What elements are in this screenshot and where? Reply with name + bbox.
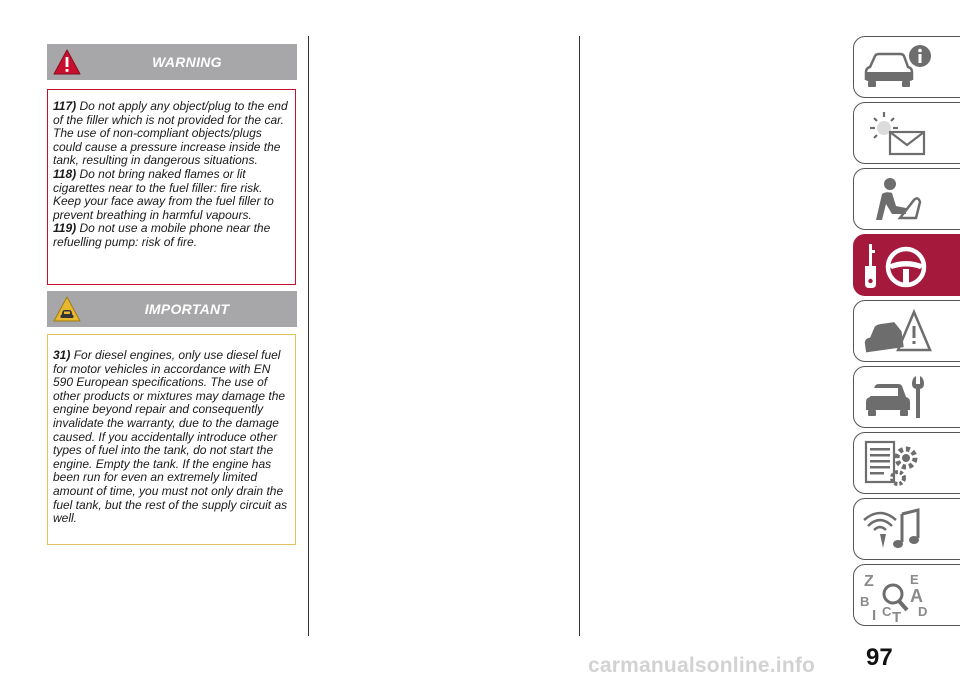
- multimedia-icon: [860, 504, 932, 556]
- tab-emergency[interactable]: [853, 300, 960, 362]
- tab-technical-data[interactable]: [853, 432, 960, 494]
- page-number: 97: [866, 644, 893, 671]
- important-title: IMPORTANT: [144, 301, 230, 317]
- tab-index[interactable]: [853, 564, 960, 626]
- warning-item-number: 119): [53, 221, 77, 236]
- index-letter: D: [918, 604, 928, 619]
- column-divider-left: [308, 36, 309, 636]
- key-steering-wheel-icon: [860, 240, 932, 292]
- important-text: [48, 335, 295, 526]
- index-letter: I: [872, 607, 877, 622]
- warning-item-number: 118): [53, 166, 77, 181]
- index-letter: B: [860, 594, 870, 609]
- car-service-icon: [860, 372, 932, 424]
- warning-text: [48, 90, 295, 250]
- tab-starting-driving[interactable]: [853, 234, 960, 296]
- tab-multimedia[interactable]: [853, 498, 960, 560]
- warning-lights-icon: [860, 108, 932, 160]
- tab-car-info[interactable]: [853, 36, 960, 98]
- warning-item-text: Do not apply any object/plug to the end of the filler which is not provided for the car. The use of non-compliant objects/plugs could cause a pressure increase inside the tank, resulting in dangerous situations.: [53, 99, 288, 168]
- index-letter: T: [892, 609, 902, 622]
- tab-servicing[interactable]: [853, 366, 960, 428]
- warning-box: [47, 89, 296, 285]
- important-box: [47, 334, 296, 545]
- watermark: carmanualsonline.info: [588, 654, 816, 677]
- warning-item-text: Do not use a mobile phone near the refuelling pump: risk of fire.: [53, 221, 271, 249]
- warning-item-number: 117): [53, 99, 77, 113]
- important-header: [47, 291, 297, 327]
- tab-warning-lights[interactable]: [853, 102, 960, 164]
- technical-data-icon: [860, 438, 932, 490]
- column-divider-right: [579, 36, 580, 636]
- index-letter: A: [910, 586, 923, 606]
- alphabetical-index-icon: [860, 570, 932, 622]
- accident-icon: [860, 306, 932, 358]
- warning-item-text: Do not bring naked flames or lit cigarettes near to the fuel filler: fire risk. Keep your face away from the fuel filler to prevent breathing in harmful vapours.: [53, 166, 274, 222]
- index-letter: C: [882, 604, 892, 619]
- safety-seat-icon: [860, 174, 932, 226]
- tab-safety[interactable]: [853, 168, 960, 230]
- index-letter: Z: [864, 573, 874, 590]
- warning-title: WARNING: [152, 54, 222, 70]
- important-item-text: For diesel engines, only use diesel fuel for motor vehicles in accordance with EN 590 European specifications. The use of other products or mixtures may damage the engine beyond repair and consequently invalidate the warranty, due to the damage caused. If you accidentally introduce other types of fuel into the tank, do not start the engine. Empty the tank. If the engine has been run for even an extremely limited amount of time, you must not only drain the fuel tank, but the rest of the supply circuit as well.: [53, 348, 288, 526]
- important-item-number: 31): [53, 348, 71, 362]
- index-letter: E: [910, 572, 919, 587]
- warning-header: [47, 44, 297, 80]
- car-info-icon: [860, 42, 932, 94]
